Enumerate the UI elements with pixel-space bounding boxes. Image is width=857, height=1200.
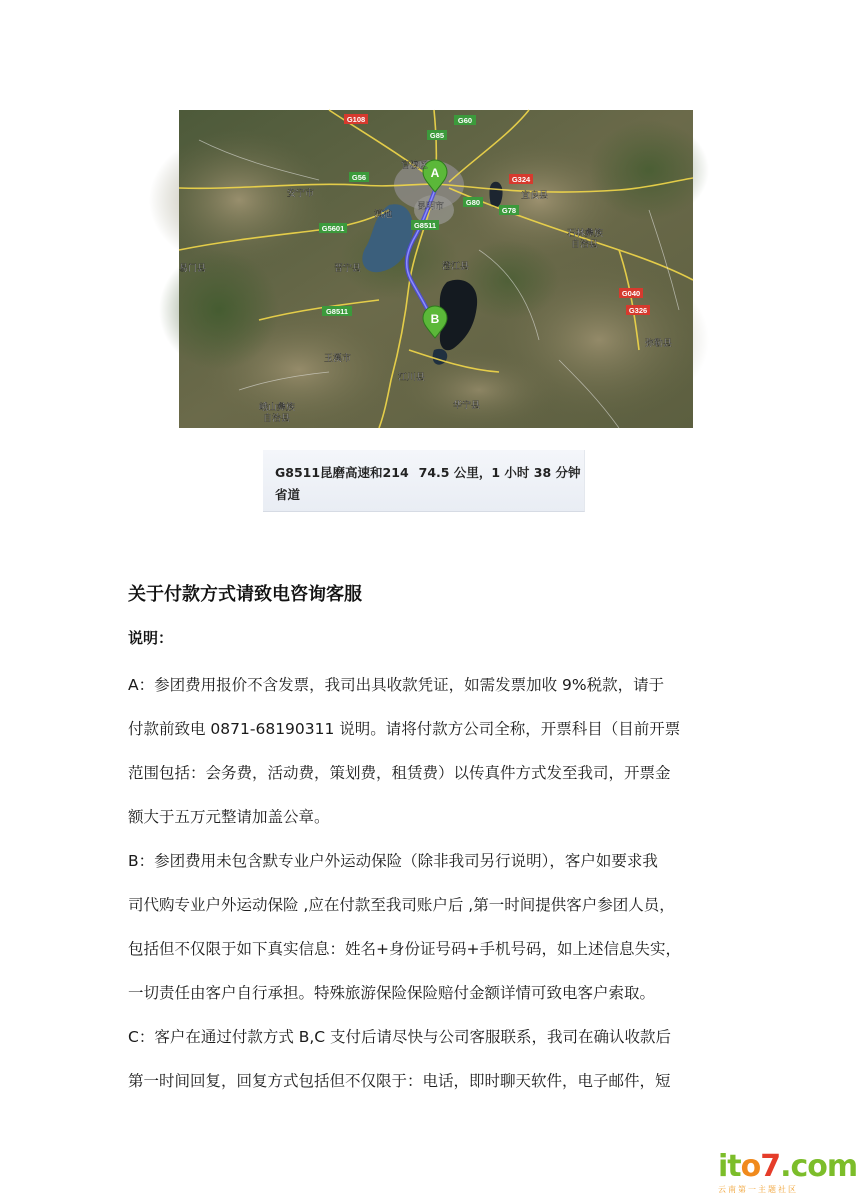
svg-text:G040: G040 [621, 289, 641, 298]
paragraph-line: 司代购专业户外运动保险 ,应在付款至我司账户后 ,第一时间提供客户参团人员， [128, 896, 675, 914]
paragraph-line: 一切责任由客户自行承担。特殊旅游保险保险赔付金额详情可致电客户索取。 [128, 984, 656, 1002]
route-map[interactable] [179, 110, 693, 428]
paragraph-line: 包括但不仅限于如下真实信息：姓名+身份证号码+手机号码，如上述信息失实， [128, 940, 681, 958]
map-label: 易门县 [179, 264, 207, 274]
svg-text:G108: G108 [346, 115, 366, 124]
map-label: 安宁市 [287, 189, 315, 199]
paragraph-line: 第一时间回复，回复方式包括但不仅限于：电话，即时聊天软件，电子邮件，短 [128, 1072, 671, 1090]
road-shield [499, 205, 519, 215]
svg-text:G85: G85 [429, 131, 445, 140]
road-shield [349, 172, 369, 182]
road-shield [463, 197, 483, 207]
note-label: 说明： [128, 629, 174, 647]
route-distance-time: 74.5 公里，1 小时 38 分钟 [418, 465, 581, 480]
map-label: 自治县 [571, 240, 599, 250]
map-label: 昆明市 [417, 202, 445, 212]
road-shield [427, 130, 447, 140]
logo-tagline: 云南第一主题社区 [718, 1185, 798, 1194]
map-label: 峨山彝族 [259, 403, 296, 413]
svg-text:G60: G60 [457, 116, 473, 125]
map-label: 玉溪市 [324, 354, 352, 364]
map-label: 弥勒县 [645, 339, 673, 349]
end-marker-label: B [430, 312, 440, 326]
map-label: 滇池 [374, 210, 393, 220]
route-name-line2: 省道 [275, 487, 301, 502]
map-label: 自治县 [263, 414, 291, 424]
section-title: 关于付款方式请致电咨询客服 [128, 584, 362, 605]
map-label: 澄江县 [442, 262, 470, 272]
road-shield [454, 115, 476, 125]
road-shield [509, 174, 533, 184]
road-shield [319, 223, 347, 233]
paragraph-line: C：客户在通过付款方式 B,C 支付后请尽快与公司客服联系，我司在确认收款后 [128, 1028, 672, 1046]
map-label: 江川县 [398, 373, 426, 383]
svg-text:G324: G324 [511, 175, 531, 184]
road-shield [619, 288, 643, 298]
svg-text:G78: G78 [501, 206, 517, 215]
map-image [179, 110, 693, 428]
svg-text:G56: G56 [351, 173, 367, 182]
map-label: 华宁县 [453, 401, 481, 411]
paragraph-line: A：参团费用报价不含发票，我司出具收款凭证，如需发票加收 9%税款，请于 [128, 676, 665, 694]
road-shield [344, 114, 368, 124]
route-summary [263, 450, 585, 512]
paragraph-line: 额大于五万元整请加盖公章。 [128, 808, 330, 826]
svg-text:G80: G80 [465, 198, 481, 207]
paragraph-line: 付款前致电 0871-68190311 说明。请将付款方公司全称，开票科目（目前开票 [128, 720, 681, 738]
map-label: 晋宁县 [334, 264, 362, 274]
map-label: 石林彝族 [567, 229, 604, 239]
route-name: G8511昆磨高速和214 [275, 465, 409, 480]
paragraph-line: 范围包括：会务费，活动费，策划费，租赁费）以传真件方式发至我司，开票金 [128, 764, 671, 782]
paragraph-line: B：参团费用未包含默专业户外运动保险（除非我司另行说明），客户如要求我 [128, 852, 658, 870]
map-label: 官渡区 [401, 161, 429, 171]
site-logo[interactable]: ito7.com 云南第一主题社区 [718, 1149, 857, 1194]
svg-text:G8511: G8511 [413, 221, 437, 230]
road-shield [322, 306, 352, 316]
map-label: 宜良县 [521, 191, 549, 201]
svg-text:G8511: G8511 [325, 307, 349, 316]
svg-text:G5601: G5601 [321, 224, 345, 233]
road-shield [411, 220, 439, 230]
svg-text:G326: G326 [628, 306, 648, 315]
start-marker-label: A [430, 166, 440, 180]
road-shield [626, 305, 650, 315]
